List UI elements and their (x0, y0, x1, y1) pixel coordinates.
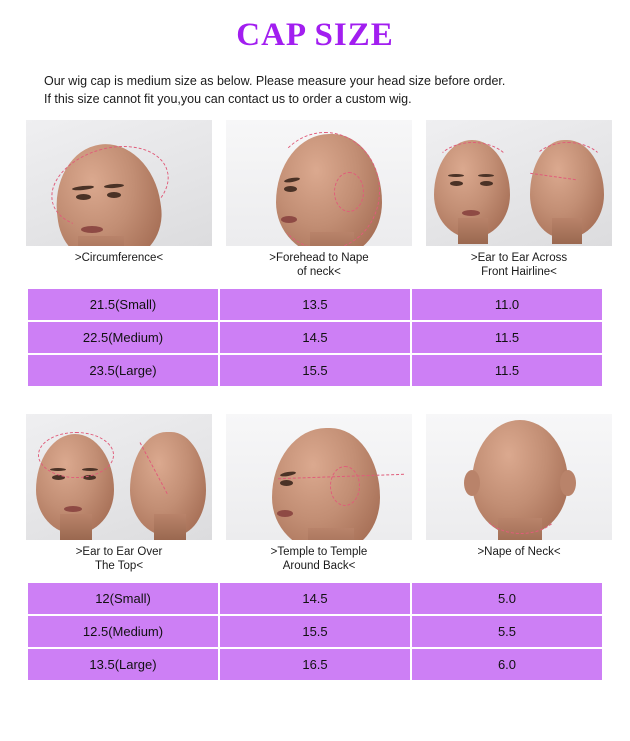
table-row (27, 354, 603, 387)
intro-line-1: Our wig cap is medium size as below. Please measure your head size before order. (44, 74, 506, 88)
cell-circumference: 21.5(Small) (27, 288, 219, 321)
size-table-1 (26, 287, 604, 388)
forehead-to-nape-measure-line (270, 132, 380, 246)
caption-line-1: >Forehead to Nape (269, 252, 369, 264)
measurement-cell-forehead-to-nape (226, 120, 412, 279)
measurement-cell-ear-to-ear-front (426, 120, 612, 279)
caption-temple-to-temple (226, 540, 412, 573)
cell-temple-to-temple: 15.5 (219, 615, 411, 648)
cell-temple-to-temple: 16.5 (219, 648, 411, 681)
caption-line-1: >Ear to Ear Across (470, 252, 568, 264)
caption-circumference (26, 246, 212, 265)
intro-line-2: If this size cannot fit you,you can contact us to order a custom wig. (44, 92, 412, 106)
measurement-cell-circumference (26, 120, 212, 279)
caption-line-2: The Top< (94, 560, 144, 572)
caption-forehead-to-nape (226, 246, 412, 279)
caption-line-1: >Circumference< (74, 252, 164, 264)
cell-forehead-to-nape: 14.5 (219, 321, 411, 354)
cell-ear-to-ear-over-top: 12.5(Medium) (27, 615, 219, 648)
table-row (27, 582, 603, 615)
measurement-section-2 (0, 414, 630, 682)
cell-circumference: 22.5(Medium) (27, 321, 219, 354)
measurement-image-row-2 (26, 414, 604, 573)
caption-line-2: Around Back< (282, 560, 356, 572)
measurement-cell-temple-to-temple (226, 414, 412, 573)
table-row (27, 321, 603, 354)
ear-to-ear-front-measure-line-right (528, 142, 608, 202)
nape-of-neck-measure-line (478, 470, 564, 534)
nape-of-neck-photo (426, 414, 612, 540)
cell-temple-to-temple: 14.5 (219, 582, 411, 615)
measurement-section-1 (0, 120, 630, 388)
cell-nape-of-neck: 5.0 (411, 582, 603, 615)
table-row (27, 615, 603, 648)
caption-line-1: >Nape of Neck< (477, 546, 561, 558)
cell-ear-to-ear-front: 11.0 (411, 288, 603, 321)
temple-to-temple-photo (226, 414, 412, 540)
cell-forehead-to-nape: 15.5 (219, 354, 411, 387)
table-row (27, 648, 603, 681)
cell-nape-of-neck: 6.0 (411, 648, 603, 681)
caption-line-1: >Temple to Temple (270, 546, 368, 558)
caption-nape-of-neck (426, 540, 612, 559)
page-title: CAP SIZE (236, 17, 394, 53)
cell-ear-to-ear-over-top: 13.5(Large) (27, 648, 219, 681)
cell-ear-to-ear-front: 11.5 (411, 354, 603, 387)
cell-circumference: 23.5(Large) (27, 354, 219, 387)
caption-ear-to-ear-front (426, 246, 612, 279)
ear-to-ear-over-top-measure-line-front (38, 432, 114, 478)
size-table-2 (26, 581, 604, 682)
cell-ear-to-ear-front: 11.5 (411, 321, 603, 354)
caption-ear-to-ear-over-top (26, 540, 212, 573)
caption-line-2: Front Hairline< (481, 266, 557, 278)
ear-to-ear-front-measure-line-left (432, 142, 514, 202)
measurement-image-row-1 (26, 120, 604, 279)
cell-nape-of-neck: 5.5 (411, 615, 603, 648)
forehead-to-nape-photo (226, 120, 412, 246)
ear-to-ear-front-photo (426, 120, 612, 246)
ear-to-ear-over-top-photo (26, 414, 212, 540)
cell-forehead-to-nape: 13.5 (219, 288, 411, 321)
cap-size-page (0, 16, 630, 741)
caption-line-2: of neck< (297, 266, 341, 278)
intro-text (0, 72, 630, 108)
measurement-cell-ear-to-ear-over-top (26, 414, 212, 573)
measurement-cell-nape-of-neck (426, 414, 612, 573)
cell-ear-to-ear-over-top: 12(Small) (27, 582, 219, 615)
circumference-photo (26, 120, 212, 246)
table-row (27, 288, 603, 321)
caption-line-1: >Ear to Ear Over (75, 546, 163, 558)
